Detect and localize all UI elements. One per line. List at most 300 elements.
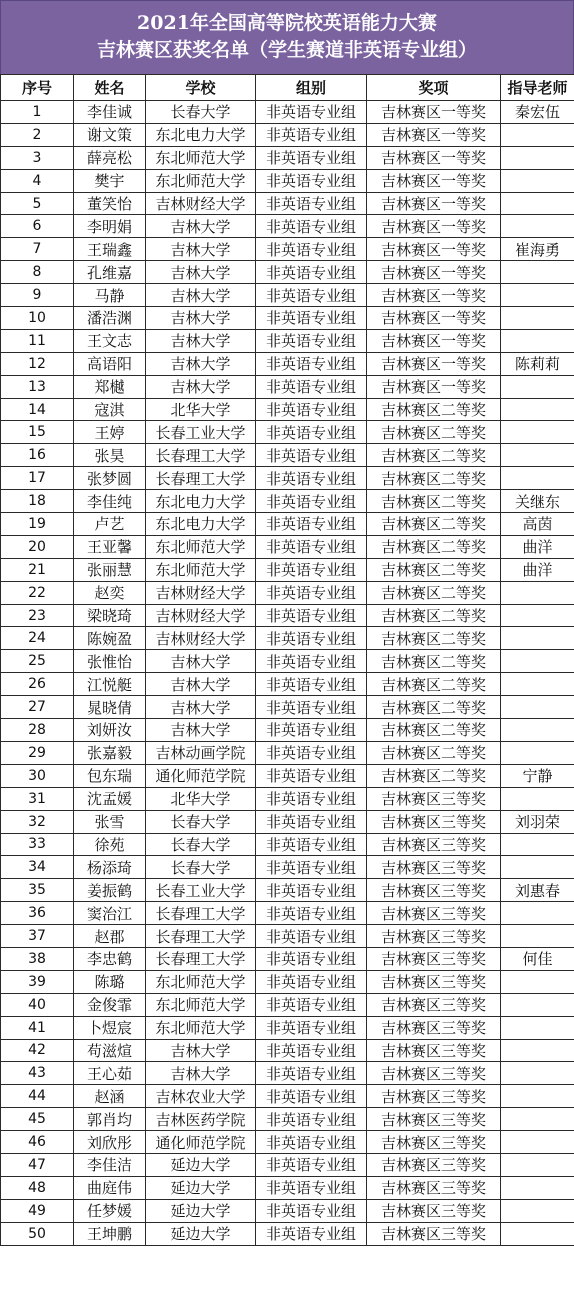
advisor-cell [501,902,574,925]
row-index-cell: 40 [1,993,74,1016]
school-cell: 吉林财经大学 [146,627,256,650]
school-cell: 吉林大学 [146,307,256,330]
school-cell: 长春大学 [146,810,256,833]
row-index-cell: 37 [1,925,74,948]
student-name-cell: 陈璐 [74,970,146,993]
row-index-cell: 23 [1,604,74,627]
advisor-cell: 陈莉莉 [501,352,574,375]
group-cell: 非英语专业组 [256,421,367,444]
group-cell: 非英语专业组 [256,719,367,742]
advisor-cell [501,604,574,627]
table-row [1,970,574,993]
school-cell: 长春理工大学 [146,925,256,948]
advisor-cell [501,970,574,993]
row-index-cell: 22 [1,581,74,604]
table-row [1,513,574,536]
table-row [1,307,574,330]
school-cell: 吉林大学 [146,696,256,719]
student-name-cell: 董笑怡 [74,192,146,215]
school-cell: 北华大学 [146,787,256,810]
school-cell: 东北师范大学 [146,146,256,169]
award-cell: 吉林赛区一等奖 [367,169,501,192]
school-cell: 延边大学 [146,1176,256,1199]
school-cell: 通化师范学院 [146,764,256,787]
table-row [1,673,574,696]
school-cell: 东北电力大学 [146,490,256,513]
row-index-cell: 41 [1,1016,74,1039]
award-cell: 吉林赛区三等奖 [367,1176,501,1199]
school-cell: 吉林大学 [146,375,256,398]
award-cell: 吉林赛区二等奖 [367,627,501,650]
student-name-cell: 高语阳 [74,352,146,375]
student-name-cell: 徐苑 [74,833,146,856]
student-name-cell: 樊宇 [74,169,146,192]
group-cell: 非英语专业组 [256,535,367,558]
award-cell: 吉林赛区三等奖 [367,970,501,993]
group-cell: 非英语专业组 [256,1131,367,1154]
group-cell: 非英语专业组 [256,375,367,398]
group-cell: 非英语专业组 [256,810,367,833]
advisor-cell: 秦宏伍 [501,101,574,124]
row-index-cell: 14 [1,398,74,421]
table-row [1,215,574,238]
row-index-cell: 15 [1,421,74,444]
row-index-cell: 28 [1,719,74,742]
school-cell: 吉林大学 [146,1062,256,1085]
table-row [1,696,574,719]
advisor-cell [501,123,574,146]
award-cell: 吉林赛区一等奖 [367,375,501,398]
group-cell: 非英语专业组 [256,650,367,673]
group-cell: 非英语专业组 [256,490,367,513]
school-cell: 东北师范大学 [146,993,256,1016]
table-row [1,719,574,742]
school-cell: 长春大学 [146,856,256,879]
column-header-school: 学校 [146,75,256,101]
student-name-cell: 张梦圆 [74,467,146,490]
advisor-cell [501,1222,574,1245]
row-index-cell: 4 [1,169,74,192]
group-cell: 非英语专业组 [256,902,367,925]
student-name-cell: 窦治江 [74,902,146,925]
student-name-cell: 王文志 [74,329,146,352]
award-cell: 吉林赛区三等奖 [367,902,501,925]
table-row [1,856,574,879]
advisor-cell [501,375,574,398]
table-row [1,467,574,490]
group-cell: 非英语专业组 [256,627,367,650]
group-cell: 非英语专业组 [256,970,367,993]
table-row [1,879,574,902]
table-row [1,329,574,352]
row-index-cell: 19 [1,513,74,536]
group-cell: 非英语专业组 [256,558,367,581]
award-cell: 吉林赛区二等奖 [367,490,501,513]
group-cell: 非英语专业组 [256,261,367,284]
competition-title: 2021年全国高等院校英语能力大赛 [137,12,437,34]
award-cell: 吉林赛区二等奖 [367,719,501,742]
student-name-cell: 卢艺 [74,513,146,536]
row-index-cell: 34 [1,856,74,879]
student-name-cell: 张嘉毅 [74,741,146,764]
advisor-cell [501,1016,574,1039]
table-row [1,1199,574,1222]
column-header-index: 序号 [1,75,74,101]
school-cell: 长春工业大学 [146,421,256,444]
group-cell: 非英语专业组 [256,444,367,467]
school-cell: 东北师范大学 [146,970,256,993]
school-cell: 吉林财经大学 [146,192,256,215]
table-row [1,101,574,124]
school-cell: 长春理工大学 [146,444,256,467]
row-index-cell: 21 [1,558,74,581]
school-cell: 长春大学 [146,101,256,124]
award-cell: 吉林赛区三等奖 [367,787,501,810]
student-name-cell: 马静 [74,284,146,307]
student-name-cell: 王亚馨 [74,535,146,558]
row-index-cell: 43 [1,1062,74,1085]
student-name-cell: 赵奕 [74,581,146,604]
row-index-cell: 9 [1,284,74,307]
row-index-cell: 8 [1,261,74,284]
school-cell: 延边大学 [146,1222,256,1245]
row-index-cell: 3 [1,146,74,169]
advisor-cell [501,1062,574,1085]
group-cell: 非英语专业组 [256,238,367,261]
school-cell: 吉林大学 [146,352,256,375]
award-cell: 吉林赛区三等奖 [367,1131,501,1154]
school-cell: 通化师范学院 [146,1131,256,1154]
advisor-cell [501,192,574,215]
group-cell: 非英语专业组 [256,741,367,764]
column-header-advisor: 指导老师 [501,75,574,101]
row-index-cell: 49 [1,1199,74,1222]
row-index-cell: 13 [1,375,74,398]
student-name-cell: 孔维嘉 [74,261,146,284]
student-name-cell: 金俊霏 [74,993,146,1016]
table-row [1,1108,574,1131]
title-banner [0,0,574,74]
table-row [1,741,574,764]
table-row [1,238,574,261]
group-cell: 非英语专业组 [256,352,367,375]
advisor-cell [501,1153,574,1176]
student-name-cell: 梁晓琦 [74,604,146,627]
group-cell: 非英语专业组 [256,1199,367,1222]
row-index-cell: 18 [1,490,74,513]
row-index-cell: 39 [1,970,74,993]
award-cell: 吉林赛区三等奖 [367,1039,501,1062]
award-cell: 吉林赛区一等奖 [367,352,501,375]
student-name-cell: 寇淇 [74,398,146,421]
table-row [1,902,574,925]
row-index-cell: 38 [1,947,74,970]
table-header-row [1,75,574,101]
school-cell: 长春理工大学 [146,902,256,925]
advisor-cell [501,581,574,604]
row-index-cell: 50 [1,1222,74,1245]
school-cell: 东北师范大学 [146,169,256,192]
school-cell: 东北师范大学 [146,535,256,558]
advisor-cell [501,650,574,673]
advisor-cell: 刘羽荣 [501,810,574,833]
student-name-cell: 潘浩渊 [74,307,146,330]
student-name-cell: 张惟怡 [74,650,146,673]
advisor-cell [501,1176,574,1199]
row-index-cell: 36 [1,902,74,925]
table-row [1,375,574,398]
school-cell: 吉林农业大学 [146,1085,256,1108]
advisor-cell [501,993,574,1016]
row-index-cell: 26 [1,673,74,696]
row-index-cell: 29 [1,741,74,764]
award-cell: 吉林赛区二等奖 [367,444,501,467]
school-cell: 吉林大学 [146,1039,256,1062]
table-row [1,650,574,673]
award-cell: 吉林赛区三等奖 [367,1016,501,1039]
group-cell: 非英语专业组 [256,581,367,604]
row-index-cell: 20 [1,535,74,558]
student-name-cell: 郑樾 [74,375,146,398]
row-index-cell: 25 [1,650,74,673]
group-cell: 非英语专业组 [256,284,367,307]
award-cell: 吉林赛区一等奖 [367,101,501,124]
advisor-cell [501,741,574,764]
school-cell: 吉林大学 [146,284,256,307]
school-cell: 吉林财经大学 [146,581,256,604]
advisor-cell [501,856,574,879]
table-row [1,421,574,444]
advisor-cell: 高茵 [501,513,574,536]
row-index-cell: 42 [1,1039,74,1062]
row-index-cell: 7 [1,238,74,261]
award-cell: 吉林赛区三等奖 [367,993,501,1016]
award-cell: 吉林赛区三等奖 [367,1108,501,1131]
group-cell: 非英语专业组 [256,993,367,1016]
school-cell: 东北电力大学 [146,513,256,536]
row-index-cell: 1 [1,101,74,124]
award-cell: 吉林赛区二等奖 [367,558,501,581]
group-cell: 非英语专业组 [256,1153,367,1176]
table-row [1,993,574,1016]
advisor-cell [501,1199,574,1222]
group-cell: 非英语专业组 [256,1016,367,1039]
advisor-cell [501,673,574,696]
award-cell: 吉林赛区二等奖 [367,650,501,673]
student-name-cell: 王心茹 [74,1062,146,1085]
row-index-cell: 33 [1,833,74,856]
award-cell: 吉林赛区三等奖 [367,810,501,833]
award-cell: 吉林赛区二等奖 [367,421,501,444]
group-cell: 非英语专业组 [256,696,367,719]
group-cell: 非英语专业组 [256,856,367,879]
advisor-cell [501,284,574,307]
group-cell: 非英语专业组 [256,101,367,124]
advisor-cell [501,1085,574,1108]
advisor-cell [501,787,574,810]
school-cell: 吉林大学 [146,673,256,696]
table-row [1,284,574,307]
award-cell: 吉林赛区三等奖 [367,1062,501,1085]
school-cell: 延边大学 [146,1199,256,1222]
student-name-cell: 李忠鹤 [74,947,146,970]
student-name-cell: 包东瑞 [74,764,146,787]
school-cell: 北华大学 [146,398,256,421]
row-index-cell: 30 [1,764,74,787]
student-name-cell: 李佳诚 [74,101,146,124]
school-cell: 吉林大学 [146,261,256,284]
award-cell: 吉林赛区三等奖 [367,879,501,902]
advisor-cell: 何佳 [501,947,574,970]
award-cell: 吉林赛区二等奖 [367,764,501,787]
student-name-cell: 杨添琦 [74,856,146,879]
advisor-cell [501,215,574,238]
award-cell: 吉林赛区二等奖 [367,741,501,764]
column-header-name: 姓名 [74,75,146,101]
group-cell: 非英语专业组 [256,169,367,192]
group-cell: 非英语专业组 [256,146,367,169]
table-row [1,169,574,192]
advisor-cell [501,696,574,719]
row-index-cell: 46 [1,1131,74,1154]
row-index-cell: 2 [1,123,74,146]
school-cell: 吉林大学 [146,215,256,238]
group-cell: 非英语专业组 [256,787,367,810]
group-cell: 非英语专业组 [256,123,367,146]
advisor-cell [501,1039,574,1062]
award-cell: 吉林赛区三等奖 [367,1085,501,1108]
award-cell: 吉林赛区一等奖 [367,284,501,307]
row-index-cell: 10 [1,307,74,330]
school-cell: 长春工业大学 [146,879,256,902]
award-cell: 吉林赛区二等奖 [367,604,501,627]
award-cell: 吉林赛区一等奖 [367,329,501,352]
table-row [1,764,574,787]
school-cell: 吉林大学 [146,329,256,352]
group-cell: 非英语专业组 [256,215,367,238]
table-row [1,1062,574,1085]
advisor-cell [501,719,574,742]
table-row [1,833,574,856]
group-cell: 非英语专业组 [256,1108,367,1131]
student-name-cell: 赵郡 [74,925,146,948]
winners-table [0,74,574,1246]
award-cell: 吉林赛区二等奖 [367,581,501,604]
student-name-cell: 卜煜宸 [74,1016,146,1039]
table-row [1,1039,574,1062]
table-row [1,261,574,284]
award-cell: 吉林赛区三等奖 [367,925,501,948]
award-cell: 吉林赛区一等奖 [367,238,501,261]
school-cell: 长春理工大学 [146,947,256,970]
advisor-cell [501,1131,574,1154]
advisor-cell [501,169,574,192]
school-cell: 东北师范大学 [146,558,256,581]
school-cell: 长春大学 [146,833,256,856]
student-name-cell: 谢文策 [74,123,146,146]
advisor-cell [501,925,574,948]
award-cell: 吉林赛区二等奖 [367,467,501,490]
row-index-cell: 44 [1,1085,74,1108]
row-index-cell: 31 [1,787,74,810]
school-cell: 东北电力大学 [146,123,256,146]
student-name-cell: 江悦艇 [74,673,146,696]
advisor-cell: 崔海勇 [501,238,574,261]
school-cell: 吉林大学 [146,650,256,673]
school-cell: 吉林大学 [146,238,256,261]
row-index-cell: 16 [1,444,74,467]
award-cell: 吉林赛区二等奖 [367,535,501,558]
advisor-cell [501,307,574,330]
table-row [1,1131,574,1154]
advisor-cell [501,261,574,284]
student-name-cell: 李佳洁 [74,1153,146,1176]
row-index-cell: 24 [1,627,74,650]
student-name-cell: 王婷 [74,421,146,444]
row-index-cell: 6 [1,215,74,238]
group-cell: 非英语专业组 [256,1222,367,1245]
table-row [1,352,574,375]
list-subtitle: 吉林赛区获奖名单（学生赛道非英语专业组） [96,39,477,61]
advisor-cell [501,329,574,352]
column-header-award: 奖项 [367,75,501,101]
student-name-cell: 赵涵 [74,1085,146,1108]
table-row [1,146,574,169]
student-name-cell: 姜振鹤 [74,879,146,902]
award-cell: 吉林赛区一等奖 [367,146,501,169]
school-cell: 吉林财经大学 [146,604,256,627]
group-cell: 非英语专业组 [256,925,367,948]
row-index-cell: 17 [1,467,74,490]
group-cell: 非英语专业组 [256,833,367,856]
table-row [1,444,574,467]
award-cell: 吉林赛区二等奖 [367,513,501,536]
student-name-cell: 陈婉盈 [74,627,146,650]
table-row [1,535,574,558]
group-cell: 非英语专业组 [256,604,367,627]
advisor-cell: 关继东 [501,490,574,513]
student-name-cell: 张丽慧 [74,558,146,581]
school-cell: 吉林大学 [146,719,256,742]
group-cell: 非英语专业组 [256,307,367,330]
group-cell: 非英语专业组 [256,1062,367,1085]
row-index-cell: 35 [1,879,74,902]
table-body [1,101,574,1246]
advisor-cell [501,627,574,650]
student-name-cell: 王坤鹏 [74,1222,146,1245]
row-index-cell: 12 [1,352,74,375]
advisor-cell: 曲洋 [501,535,574,558]
table-row [1,947,574,970]
advisor-cell [501,444,574,467]
student-name-cell: 张雪 [74,810,146,833]
student-name-cell: 沈孟媛 [74,787,146,810]
row-index-cell: 45 [1,1108,74,1131]
group-cell: 非英语专业组 [256,879,367,902]
table-row [1,581,574,604]
table-row [1,398,574,421]
table-row [1,810,574,833]
student-name-cell: 李明娟 [74,215,146,238]
advisor-cell: 宁静 [501,764,574,787]
advisor-cell [501,467,574,490]
table-row [1,1176,574,1199]
school-cell: 吉林医药学院 [146,1108,256,1131]
table-row [1,1016,574,1039]
award-cell: 吉林赛区一等奖 [367,192,501,215]
school-cell: 延边大学 [146,1153,256,1176]
group-cell: 非英语专业组 [256,513,367,536]
